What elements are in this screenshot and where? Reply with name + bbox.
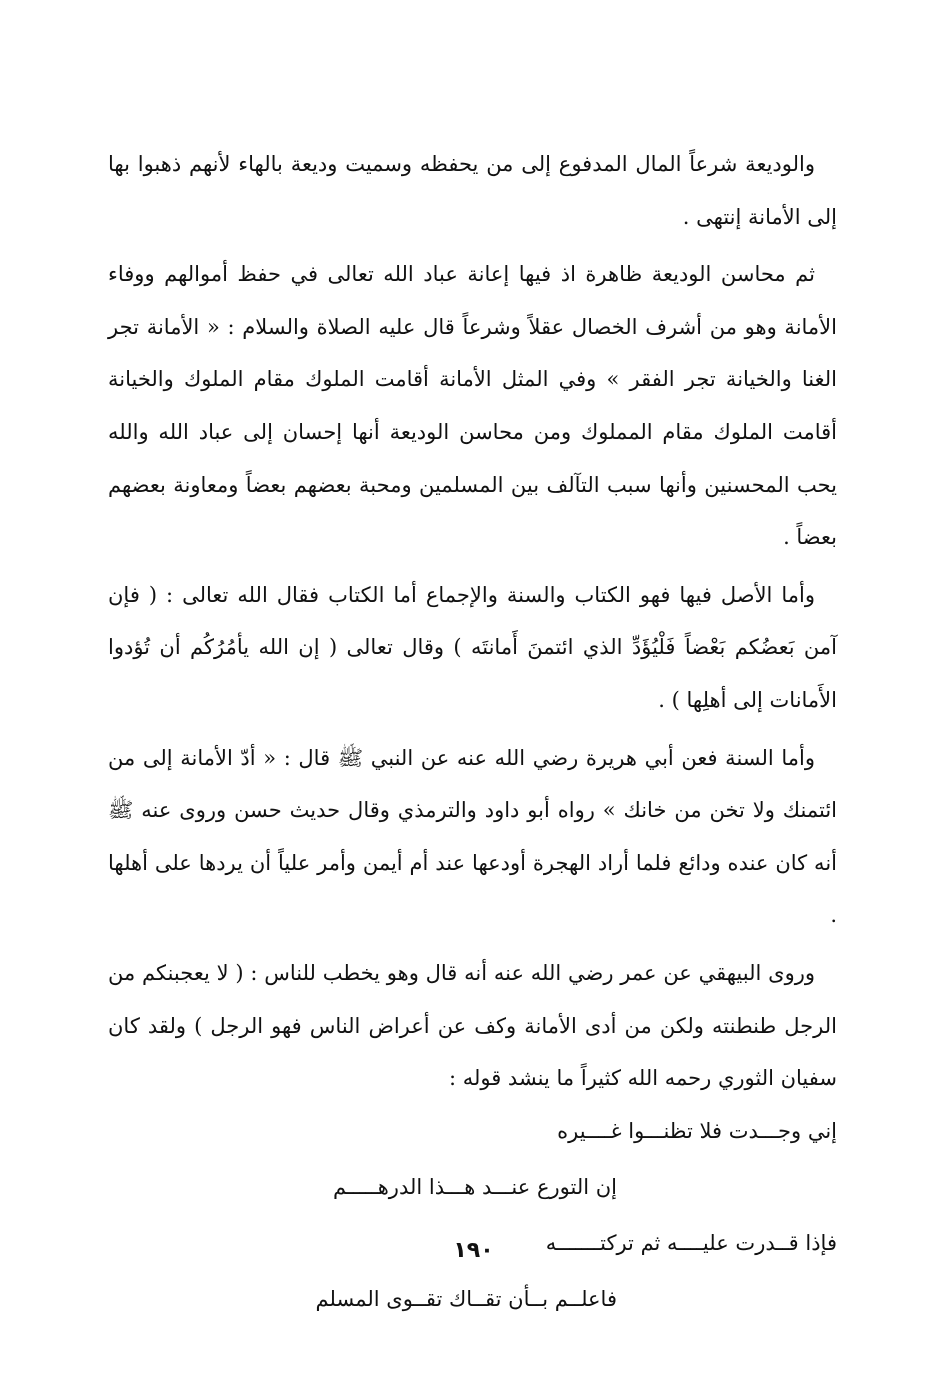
paragraph-umar-saying: وروى البيهقي عن عمر رضي الله عنه أنه قال وهو يخطب للناس : ( لا يعجبنكم من الرجل طنطنته ولكن من أدى الأمانة وكف عن أعراض الناس فهو الرجل ) ولقد كان سفيان الثوري رحمه الله كثيراً ما ينشد قوله :: [108, 960, 837, 1091]
paragraph-sunnah-evidence: وأما السنة فعن أبي هريرة رضي الله عنه عن النبي ﷺ قال : « أدّ الأمانة إلى من ائتمنك ولا تخن من خانك » رواه أبو داود والترمذي وقال حديث حسن وروى عنه ﷺ أنه كان عنده ودائع فلما أراد الهجرة أودعها عند أم أيمن وأمر علياً أن يردها على أهلها .: [108, 745, 837, 928]
page-number: ١٩٠: [453, 1238, 494, 1263]
poem-verse-4: فاعلــم بــأن تقــاك تقــوى المسلم: [315, 1286, 617, 1311]
poem: [108, 1105, 837, 1329]
poem-verse-1: إني وجـــدت فلا تظنـــوا غــــيره: [557, 1118, 837, 1143]
paragraph-quran-evidence: وأما الأصل فيها فهو الكتاب والسنة والإجماع أما الكتاب فقال الله تعالى : ( فإن آمن بَعضُكم بَعْضاً فَلْيُؤَدِّ الذي ائتمنَ أَمانتَه ) وقال تعالى ( إن الله يأمُرُكُم أن تُؤدوا الأَمانات إلى أهلِها ) .: [108, 582, 837, 712]
page-body: [108, 138, 837, 1329]
paragraph-definition: والوديعة شرعاً المال المدفوع إلى من يحفظه وسميت وديعة بالهاء لأنهم ذهبوا بها إلى الأمانة إنتهى .: [108, 152, 837, 229]
paragraph-merits: ثم محاسن الوديعة ظاهرة اذ فيها إعانة عباد الله تعالى في حفظ أموالهم ووفاء الأمانة وهو من أشرف الخصال عقلاً وشرعاً قال عليه الصلاة والسلام : « الأمانة تجر الغنا والخيانة تجر الفقر » وفي المثل الأمانة أقامت الملوك مقام الملوك والخيانة أقامت الملوك مقام المملوك ومن محاسن الوديعة أنها إحسان إلى عباد الله والله يحب المحسنين وأنها سبب التآلف بين المسلمين ومحبة بعضهم بعضاً ومعاونة بعضهم بعضاً .: [108, 262, 837, 550]
poem-verse-2: إن التورع عنـــد هـــذا الدرهـــــم: [333, 1174, 617, 1199]
poem-verse-3: فإذا قــدرت عليــــه ثم تركتـــــــه: [545, 1230, 837, 1255]
